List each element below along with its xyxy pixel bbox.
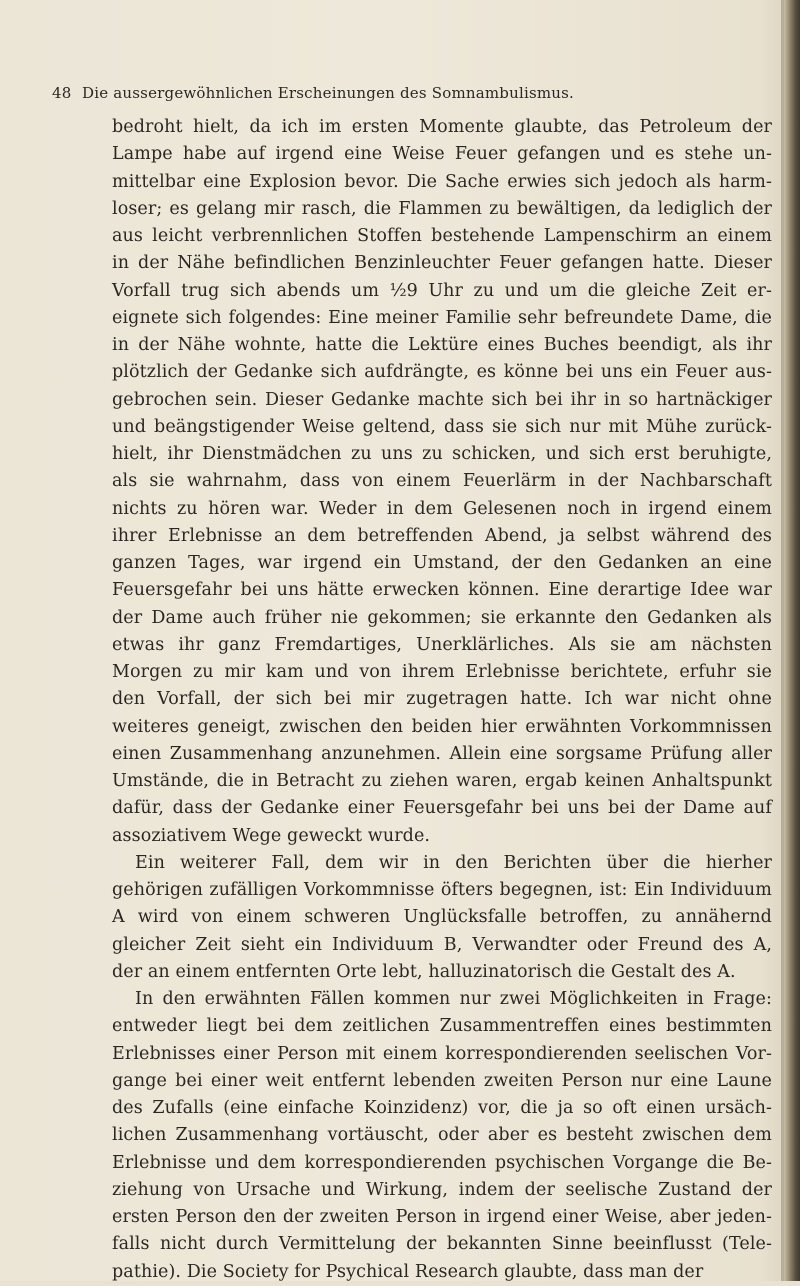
body-text bbox=[112, 114, 772, 1286]
page-number: 48 bbox=[52, 84, 72, 102]
text-line: nichts zu hören war. Weder in dem Gelesenen noch in irgend einem bbox=[112, 498, 772, 519]
text-line: Erlebnisse und dem korrespondierenden psychischen Vorgange die Be- bbox=[112, 1152, 772, 1173]
text-line: ganzen Tages, war irgend ein Umstand, der den Gedanken an eine bbox=[112, 553, 772, 573]
text-line: in der Nähe befindlichen Benzinleuchter Feuer gefangen hatte. Dieser bbox=[112, 253, 772, 274]
text-line: als sie wahrnahm, dass von einem Feuerlärm in der Nachbarschaft bbox=[112, 471, 772, 492]
text-line: den Vorfall, der sich bei mir zugetragen hatte. Ich war nicht ohne bbox=[112, 689, 772, 710]
text-line: entweder liegt bei dem zeitlichen Zusammentreffen eines bestimmten bbox=[112, 1016, 772, 1037]
text-line: gange bei einer weit entfernt lebenden zweiten Person nur eine Laune bbox=[112, 1070, 772, 1091]
text-line: in der Nähe wohnte, hatte die Lektüre eines Buches beendigt, als ihr bbox=[112, 335, 772, 355]
text-line: hielt, ihr Dienstmädchen zu uns zu schicken, und sich erst beruhigte, bbox=[112, 444, 772, 464]
text-line: Lampe habe auf irgend eine Weise Feuer gefangen und es stehe un- bbox=[112, 144, 772, 165]
text-line: plötzlich der Gedanke sich aufdrängte, es könne bei uns ein Feuer aus- bbox=[112, 362, 772, 383]
text-line: loser; es gelang mir rasch, die Flammen zu bewältigen, da lediglich der bbox=[112, 198, 772, 219]
text-line: bedroht hielt, da ich im ersten Momente glaubte, das Petroleum der bbox=[112, 117, 772, 137]
text-line: gebrochen sein. Dieser Gedanke machte sich bei ihr in so hartnäckiger bbox=[112, 389, 772, 410]
text-line: falls nicht durch Vermittelung der bekannten Sinne beeinflusst (Tele- bbox=[112, 1234, 772, 1255]
text-line: und beängstigender Weise geltend, dass sie sich nur mit Mühe zurück- bbox=[112, 416, 772, 437]
text-line: dafür, dass der Gedanke einer Feuersgefahr bei uns bei der Dame auf bbox=[112, 798, 772, 819]
text-line: eignete sich folgendes: Eine meiner Familie sehr befreundete Dame, die bbox=[112, 307, 772, 328]
text-line: etwas ihr ganz Fremdartiges, Unerklärliches. Als sie am nächsten bbox=[112, 634, 772, 655]
running-head-title: Die aussergewöhnlichen Erscheinungen des Somnambulismus. bbox=[82, 84, 574, 102]
text-line: Vorfall trug sich abends um ½9 Uhr zu und um die gleiche Zeit er- bbox=[112, 280, 772, 301]
text-line: ziehung von Ursache und Wirkung, indem der seelische Zustand der bbox=[112, 1179, 772, 1200]
text-line: Morgen zu mir kam und von ihrem Erlebnisse berichtete, erfuhr sie bbox=[112, 662, 772, 682]
running-head bbox=[52, 84, 692, 108]
text-line: Erlebnisses einer Person mit einem korrespondierenden seelischen Vor- bbox=[112, 1043, 772, 1064]
text-line: lichen Zusammenhang vortäuscht, oder aber es besteht zwischen dem bbox=[112, 1125, 772, 1146]
text-line: Ein weiterer Fall, dem wir in den Berichten über die hierher bbox=[135, 852, 772, 873]
text-line: pathie). Die Society for Psychical Research glaubte, dass man der bbox=[112, 1261, 704, 1282]
text-line: In den erwähnten Fällen kommen nur zwei Möglichkeiten in Frage: bbox=[135, 989, 772, 1009]
text-line: des Zufalls (eine einfache Koinzidenz) vor, die ja so oft einen ursäch- bbox=[112, 1098, 772, 1118]
text-line: aus leicht verbrennlichen Stoffen bestehende Lampenschirm an einem bbox=[112, 226, 772, 246]
book-spine bbox=[784, 0, 800, 1281]
text-line: gehörigen zufälligen Vorkommnisse öfters begegnen, ist: Ein Individuum bbox=[112, 880, 772, 900]
text-line: assoziativem Wege geweckt wurde. bbox=[112, 825, 431, 846]
text-line: ersten Person den der zweiten Person in irgend einer Weise, aber jeden- bbox=[112, 1207, 772, 1227]
text-line: gleicher Zeit sieht ein Individuum B, Verwandter oder Freund des A, bbox=[112, 934, 772, 955]
text-line: der an einem entfernten Orte lebt, halluzinatorisch die Gestalt des A. bbox=[112, 961, 736, 982]
text-line: ihrer Erlebnisse an dem betreffenden Abend, ja selbst während des bbox=[112, 525, 772, 546]
text-line: Feuersgefahr bei uns hätte erwecken können. Eine derartige Idee war bbox=[112, 580, 772, 601]
text-line: der Dame auch früher nie gekommen; sie erkannte den Gedanken als bbox=[112, 607, 772, 628]
text-line: weiteres geneigt, zwischen den beiden hier erwähnten Vorkommnissen bbox=[112, 716, 772, 737]
text-line: einen Zusammenhang anzunehmen. Allein eine sorgsame Prüfung aller bbox=[112, 743, 772, 764]
text-line: A wird von einem schweren Unglücksfalle betroffen, zu annähernd bbox=[112, 907, 772, 928]
text-line: Umstände, die in Betracht zu ziehen waren, ergab keinen Anhaltspunkt bbox=[112, 771, 772, 791]
text-line: mittelbar eine Explosion bevor. Die Sache erwies sich jedoch als harm- bbox=[112, 171, 772, 192]
